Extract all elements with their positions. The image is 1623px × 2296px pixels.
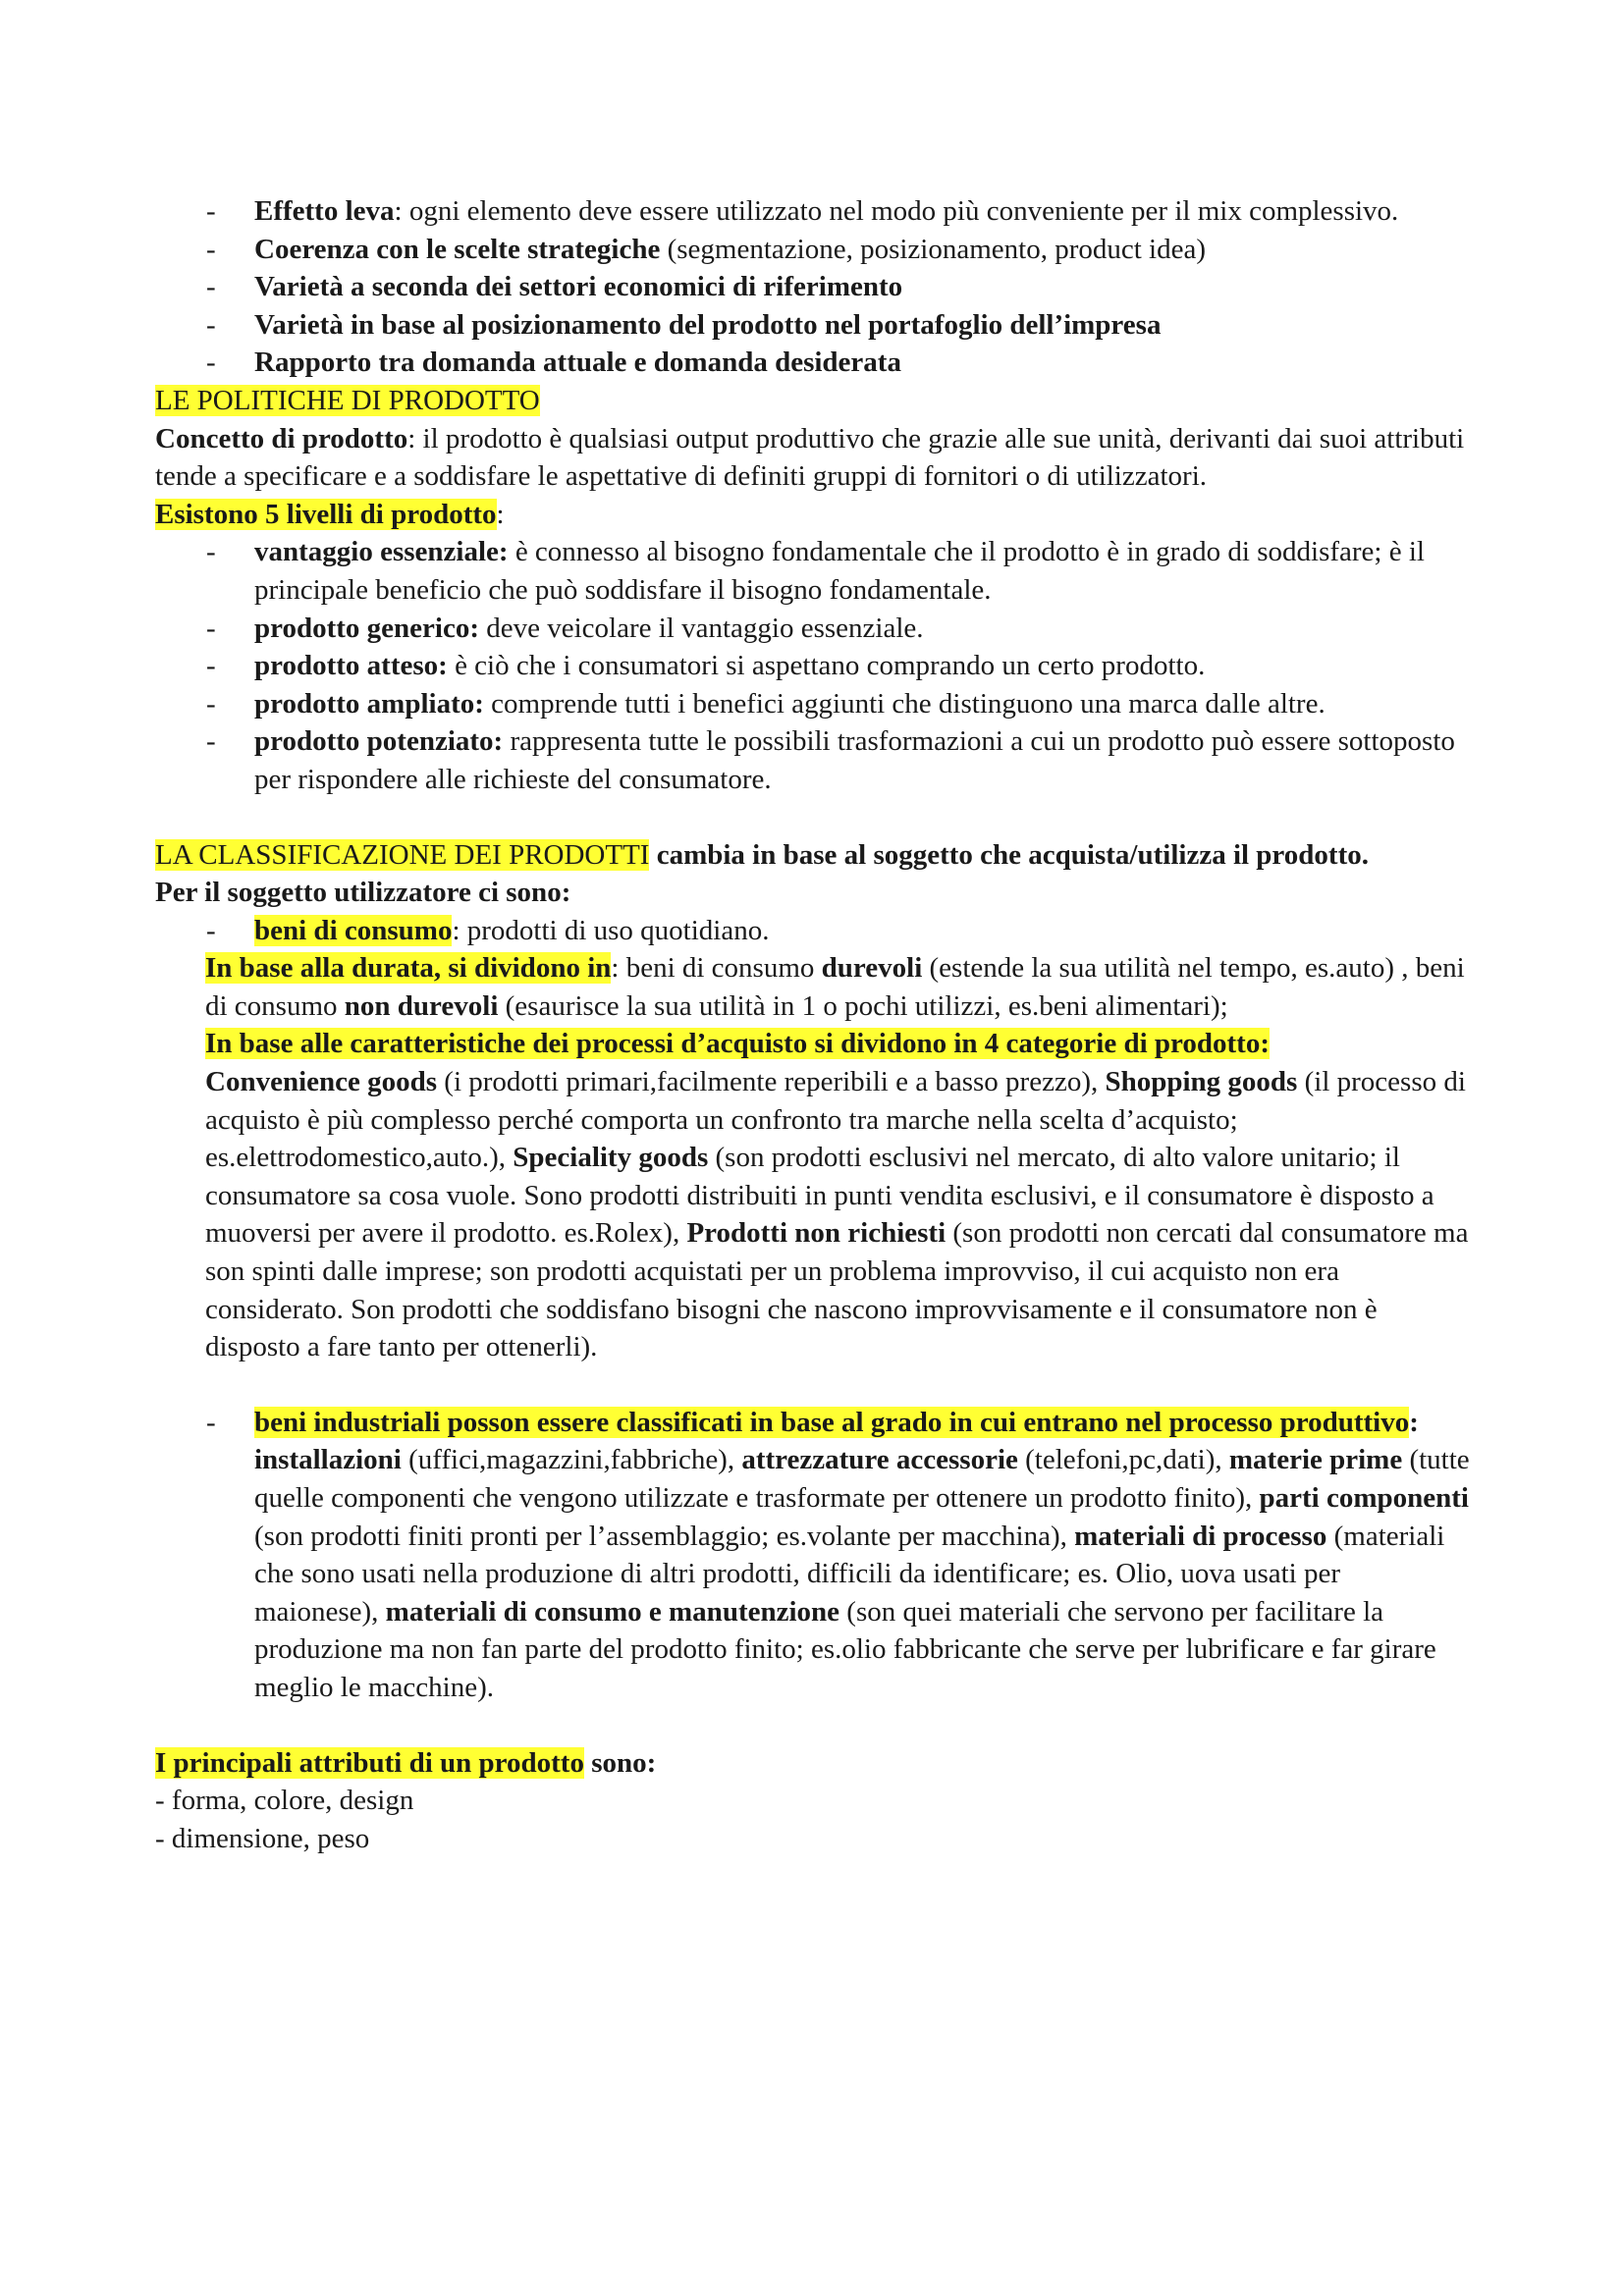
- spacer: [155, 799, 1471, 836]
- list-item: - Effetto leva: ogni elemento deve essere utilizzato nel modo più conveniente per il mix complessivo.: [155, 192, 1471, 231]
- list-item: - beni di consumo: prodotti di uso quotidiano.: [155, 912, 1471, 950]
- industrial-goods-list: [155, 1404, 1471, 1707]
- section-heading: I principali attributi di un prodotto sono:: [155, 1746, 657, 1779]
- section-heading: LE POLITICHE DI PRODOTTO: [155, 384, 540, 416]
- intro-list: [155, 192, 1471, 382]
- levels-list: [155, 533, 1471, 798]
- list-item: - Rapporto tra domanda attuale e domanda desiderata: [155, 344, 1471, 382]
- user-label: Per il soggetto utilizzatore ci sono:: [155, 877, 571, 909]
- list-item: - Varietà in base al posizionamento del prodotto nel portafoglio dell’impresa: [155, 306, 1471, 345]
- list-item: - prodotto ampliato: comprende tutti i benefici aggiunti che distinguono una marca dalle altre.: [155, 685, 1471, 723]
- list-item: - prodotto potenziato: rappresenta tutte le possibili trasformazioni a cui un prodotto può essere sottoposto per rispondere alle richieste del consumatore.: [155, 722, 1471, 798]
- list-item: - vantaggio essenziale: è connesso al bisogno fondamentale che il prodotto è in grado di soddisfare; è il principale beneficio che può soddisfare il bisogno fondamentale.: [155, 533, 1471, 609]
- levels-intro: Esistono 5 livelli di prodotto:: [155, 498, 505, 530]
- section-heading: LA CLASSIFICAZIONE DEI PRODOTTI cambia in base al soggetto che acquista/utilizza il prodotto.: [155, 838, 1369, 871]
- attribute-item: - forma, colore, design: [155, 1785, 414, 1817]
- process-paragraph: Convenience goods (i prodotti primari,facilmente reperibili e a basso prezzo), Shopping goods (il processo di acquisto è più complesso perché comporta un confronto tra marche nella scelta d’acquisto; es.elettrodomestico,auto.), Speciality goods (son prodotti esclusivi nel mercato, di alto valore unitario; il consumatore sa cosa vuole. Sono prodotti distribuiti in punti vendita esclusivi, e il consumatore è disposto a muoversi per avere il prodotto. es.Rolex), Prodotti non richiesti (son prodotti non cercati dal consumatore ma son spinti dalle imprese; son prodotti acquistati per un problema improvviso, il cui acquisto non era considerato. Son prodotti che soddisfano bisogni che nascono improvvisamente e il consumatore non è disposto a fare tanto per ottenerli).: [205, 1066, 1469, 1363]
- list-item: - prodotto generico: deve veicolare il vantaggio essenziale.: [155, 610, 1471, 648]
- consumer-goods-list: [155, 912, 1471, 950]
- spacer: [155, 1707, 1471, 1744]
- spacer: [155, 1366, 1471, 1404]
- process-heading: In base alle caratteristiche dei processi d’acquisto si dividono in 4 categorie di prodotto:: [205, 1028, 1270, 1060]
- list-item: - Varietà a seconda dei settori economici di riferimento: [155, 268, 1471, 306]
- list-item: - Coerenza con le scelte strategiche (segmentazione, posizionamento, product idea): [155, 231, 1471, 269]
- attribute-item: - dimensione, peso: [155, 1822, 370, 1854]
- page-content: [155, 192, 1471, 1857]
- product-concept: Concetto di prodotto: il prodotto è qualsiasi output produttivo che grazie alle sue unità, derivanti dai suoi attributi tende a specificare e a soddisfare le aspettative di definiti gruppi di fornitori o di utilizzatori.: [155, 422, 1465, 493]
- duration-paragraph: In base alla durata, si dividono in: beni di consumo durevoli (estende la sua utilità nel tempo, es.auto) , beni di consumo non durevoli (esaurisce la sua utilità in 1 o pochi utilizzi, es.beni alimentari);: [205, 952, 1465, 1022]
- list-item: - beni industriali posson essere classificati in base al grado in cui entrano nel processo produttivo: installazioni (uffici,magazzini,fabbriche), attrezzature accessorie (telefoni,pc,dati), materie prime (tutte quelle componenti che vengono utilizzate e trasformate per ottenere un prodotto finito), parti componenti (son prodotti finiti pronti per l’assemblaggio; es.volante per macchina), materiali di processo (materiali che sono usati nella produzione di altri prodotti, difficili da identificare; es. Olio, uova usati per maionese), materiali di consumo e manutenzione (son quei materiali che servono per facilitare la produzione ma non fan parte del prodotto finito; es.olio fabbricante che serve per lubrificare e far girare meglio le macchine).: [155, 1404, 1471, 1707]
- list-item: - prodotto atteso: è ciò che i consumatori si aspettano comprando un certo prodotto.: [155, 647, 1471, 685]
